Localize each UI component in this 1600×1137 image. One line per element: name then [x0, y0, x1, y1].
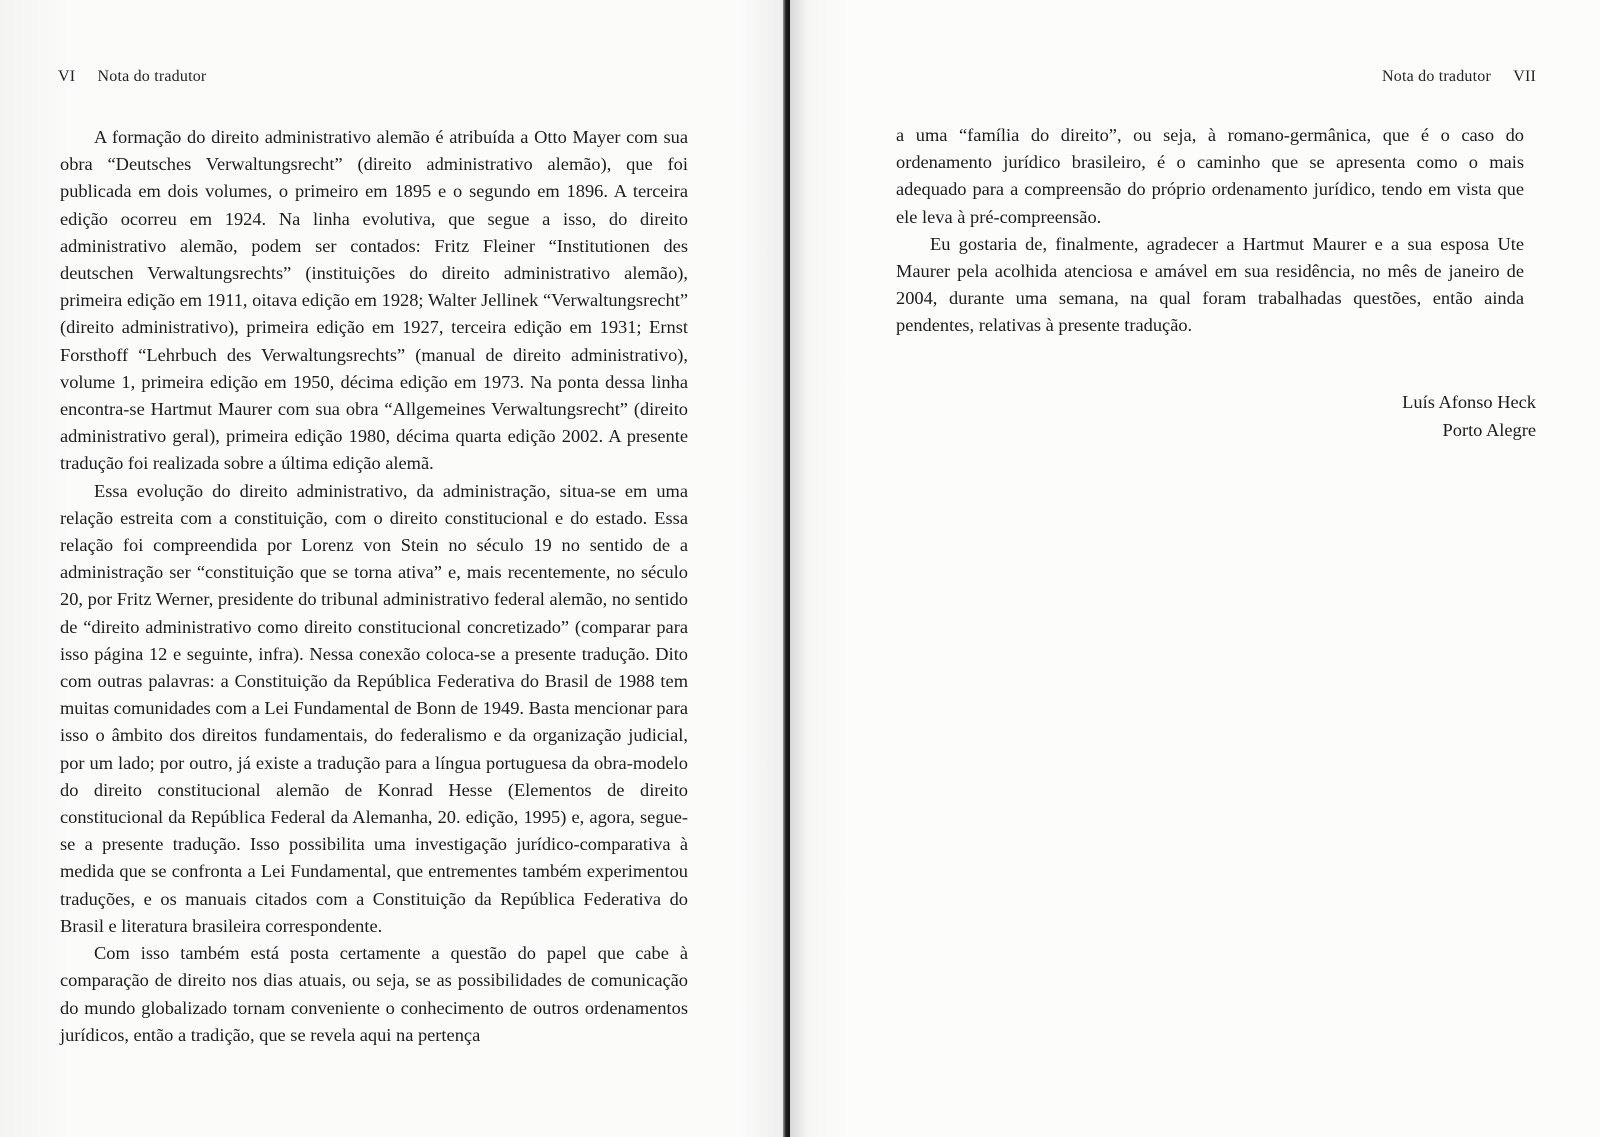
- right-running-head: [1382, 68, 1536, 86]
- right-body-text: [896, 122, 1524, 340]
- left-running-head: [58, 68, 206, 86]
- left-running-title: Nota do tradutor: [97, 68, 207, 85]
- paragraph-comparacao: Com isso também está posta certamente a questão do papel que cabe à comparação de direito nos dias atuais, ou seja, se as possibilidades de comunicação do mundo globalizado tornam conveniente o conhecimento de outros ordenamentos jurídicos, então a tradição, que se revela aqui na pertença: [60, 943, 688, 1045]
- left-page-number: VI: [58, 68, 76, 85]
- paragraph-otto-mayer: A formação do direito administrativo alemão é atribuída a Otto Mayer com sua obra “Deutsches Verwaltungsrecht” (direito administrativo alemão), que foi publicada em dois volumes, o primeiro em 1895 e o segundo em 1896. A terceira edição ocorreu em 1924. Na linha evolutiva, que segue a isso, do direito administrativo alemão, podem ser contados: Fritz Fleiner “Institutionen des deutschen Verwaltungsrechts” (instituições do direito administrativo alemão), primeira edição em 1911, oitava edição em 1928; Walter Jellinek “Verwaltungsrecht” (direito administrativo), primeira edição em 1927, terceira edição em 1931; Ernst Forsthoff “Lehrbuch des Verwaltungsrechts” (manual de direito administrativo), volume 1, primeira edição em 1950, décima edição em 1973. Na ponta dessa linha encontra-se Hartmut Maurer com sua obra “Allgemeines Verwaltungsrecht” (direito administrativo geral), primeira edição 1980, décima quarta edição 2002. A presente tradução foi realizada sobre a última edição alemã.: [60, 127, 688, 474]
- signature-name: Luís Afonso Heck: [1402, 392, 1536, 412]
- right-page: [790, 0, 1600, 1137]
- paragraph-agradecimentos: Eu gostaria de, finalmente, agradecer a Hartmut Maurer e a sua esposa Ute Maurer pela acolhida atenciosa e amável em sua residência, no mês de janeiro de 2004, durante uma semana, na qual foram trabalhadas questões, então ainda pendentes, relativas à presente tradução.: [896, 233, 1524, 336]
- left-body-text: [60, 124, 688, 1049]
- paragraph-familia-do-direito: a uma “família do direito”, ou seja, à romano-germânica, que é o caso do ordenamento jurídico brasileiro, é o caminho que se apresenta como o mais adequado para a compreensão do próprio ordenamento jurídico, tendo em vista que ele leva à pré-compreensão.: [896, 125, 1524, 227]
- right-page-number: VII: [1513, 68, 1536, 85]
- translator-signature: [1402, 388, 1536, 444]
- signature-place: Porto Alegre: [1442, 420, 1536, 440]
- right-running-title: Nota do tradutor: [1382, 68, 1491, 85]
- left-page: [0, 0, 790, 1137]
- paragraph-evolucao: Essa evolução do direito administrativo, da administração, situa-se em uma relação estreita com a constituição, com o direito constitucional e do estado. Essa relação foi compreendida por Lorenz von Stein no século 19 no sentido de a administração ser “constituição que se torna ativa” e, mais recentemente, no século 20, por Fritz Werner, presidente do tribunal administrativo federal alemão, no sentido de “direito administrativo como direito constitucional concretizado” (comparar para isso página 12 e seguinte, infra). Nessa conexão coloca-se a presente tradução. Dito com outras palavras: a Constituição da República Federativa do Brasil de 1988 tem muitas comunidades com a Lei Fundamental de Bonn de 1949. Basta mencionar para isso o âmbito dos direitos fundamentais, do federalismo e da organização judicial, por um lado; por outro, já existe a tradução para a língua portuguesa da obra-modelo do direito constitucional alemão de Konrad Hesse (Elementos de direito constitucional da República Federal da Alemanha, 20. edição, 1995) e, agora, segue-se a presente tradução. Isso possibilita uma investigação jurídico-comparativa à medida que se confronta a Lei Fundamental, que entrementes também experimentou traduções, e os manuais citados com a Constituição da República Federativa do Brasil e literatura brasileira correspondente.: [60, 480, 688, 936]
